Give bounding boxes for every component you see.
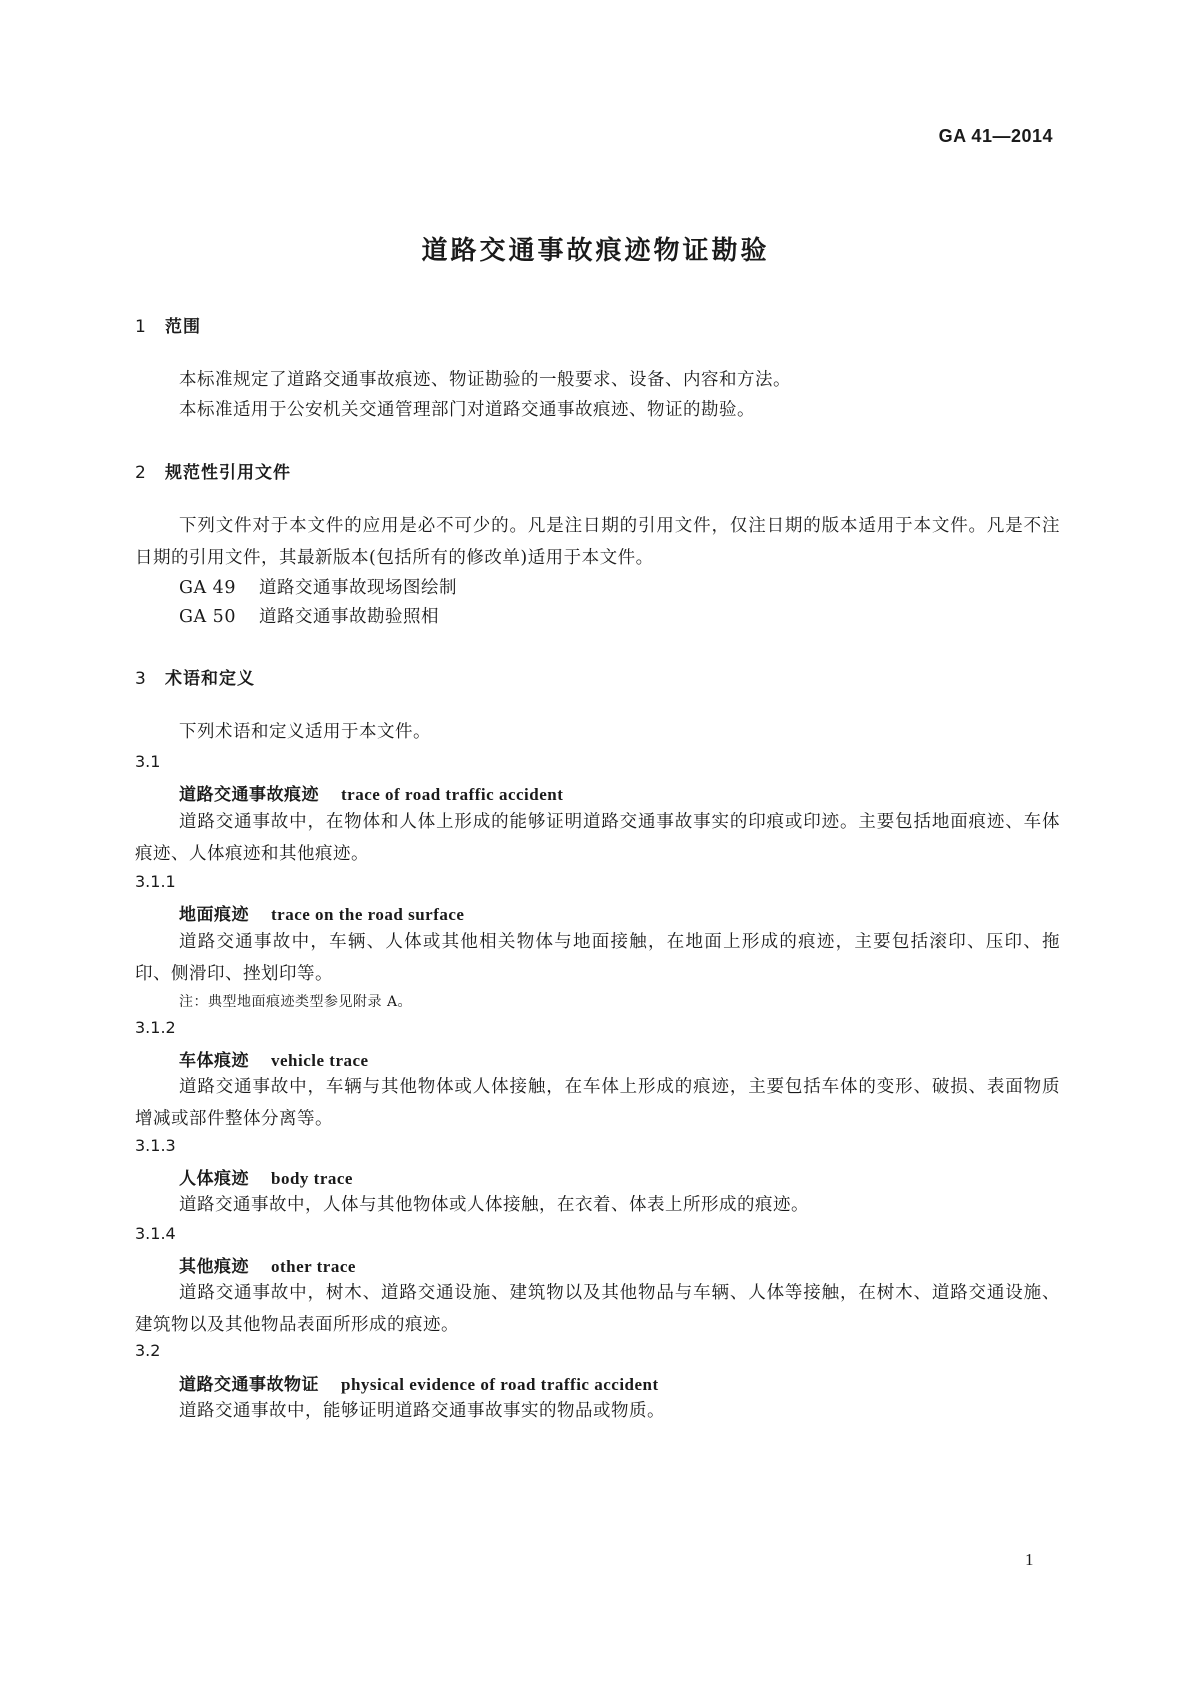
term-en: other trace <box>271 1257 356 1276</box>
term-en: physical evidence of road traffic accident <box>341 1375 659 1394</box>
terms-intro: 下列术语和定义适用于本文件。 <box>179 722 431 742</box>
clause-number: 3.1 <box>135 752 161 771</box>
term-definition: 道路交通事故中，能够证明道路交通事故事实的物品或物质。 <box>179 1401 665 1421</box>
section-number: 3 <box>135 669 147 689</box>
reference-item <box>179 574 457 599</box>
section-title: 术语和定义 <box>165 669 255 689</box>
page-number: 1 <box>1025 1550 1034 1569</box>
term-zh: 道路交通事故痕迹 <box>179 785 319 805</box>
term-definition: 道路交通事故中，车辆、人体或其他相关物体与地面接触，在地面上形成的痕迹，主要包括滚印、压印、拖印、侧滑印、挫划印等。 <box>135 932 1060 984</box>
term-en: body trace <box>271 1169 353 1188</box>
term-definition: 道路交通事故中，树木、道路交通设施、建筑物以及其他物品与车辆、人体等接触，在树木、道路交通设施、建筑物以及其他物品表面所形成的痕迹。 <box>135 1283 1060 1335</box>
reference-code: GA 49 <box>179 578 236 598</box>
section-title: 规范性引用文件 <box>165 463 291 483</box>
section-number: 2 <box>135 463 147 483</box>
term-heading <box>179 900 464 925</box>
reference-item <box>179 603 439 628</box>
term-definition: 道路交通事故中，车辆与其他物体或人体接触，在车体上形成的痕迹，主要包括车体的变形、破损、表面物质增减或部件整体分离等。 <box>135 1077 1060 1129</box>
section-heading-normative-references <box>135 458 291 483</box>
standard-code: GA 41—2014 <box>938 126 1053 146</box>
term-zh: 人体痕迹 <box>179 1169 249 1189</box>
term-heading <box>179 1164 353 1189</box>
section-heading-scope <box>135 312 201 337</box>
term-en: vehicle trace <box>271 1051 369 1070</box>
term-heading <box>179 780 563 805</box>
term-heading <box>179 1370 659 1395</box>
references-intro: 下列文件对于本文件的应用是必不可少的。凡是注日期的引用文件，仅注日期的版本适用于本文件。凡是不注日期的引用文件，其最新版本(包括所有的修改单)适用于本文件。 <box>135 516 1060 568</box>
clause-number: 3.1.4 <box>135 1224 176 1243</box>
clause-number: 3.2 <box>135 1341 161 1360</box>
reference-title: 道路交通事故现场图绘制 <box>259 578 457 598</box>
term-zh: 道路交通事故物证 <box>179 1375 319 1395</box>
scope-paragraph-1: 本标准规定了道路交通事故痕迹、物证勘验的一般要求、设备、内容和方法。 <box>179 370 791 390</box>
section-title: 范围 <box>165 317 201 337</box>
term-definition: 道路交通事故中，在物体和人体上形成的能够证明道路交通事故事实的印痕或印迹。主要包括地面痕迹、车体痕迹、人体痕迹和其他痕迹。 <box>135 812 1060 864</box>
clause-number: 3.1.1 <box>135 872 176 891</box>
scope-paragraph-2: 本标准适用于公安机关交通管理部门对道路交通事故痕迹、物证的勘验。 <box>179 400 755 420</box>
section-heading-terms <box>135 664 255 689</box>
term-en: trace of road traffic accident <box>341 785 564 804</box>
term-heading <box>179 1252 356 1277</box>
term-heading <box>179 1046 369 1071</box>
clause-number: 3.1.3 <box>135 1136 176 1155</box>
term-definition: 道路交通事故中，人体与其他物体或人体接触，在衣着、体表上所形成的痕迹。 <box>179 1195 809 1215</box>
term-zh: 车体痕迹 <box>179 1051 249 1071</box>
term-zh: 地面痕迹 <box>179 905 249 925</box>
section-number: 1 <box>135 317 147 337</box>
term-note: 注：典型地面痕迹类型参见附录 A。 <box>179 994 413 1010</box>
document-title: 道路交通事故痕迹物证勘验 <box>421 236 770 266</box>
term-en: trace on the road surface <box>271 905 465 924</box>
clause-number: 3.1.2 <box>135 1018 176 1037</box>
reference-code: GA 50 <box>179 607 236 627</box>
reference-title: 道路交通事故勘验照相 <box>259 607 439 627</box>
term-zh: 其他痕迹 <box>179 1257 249 1277</box>
